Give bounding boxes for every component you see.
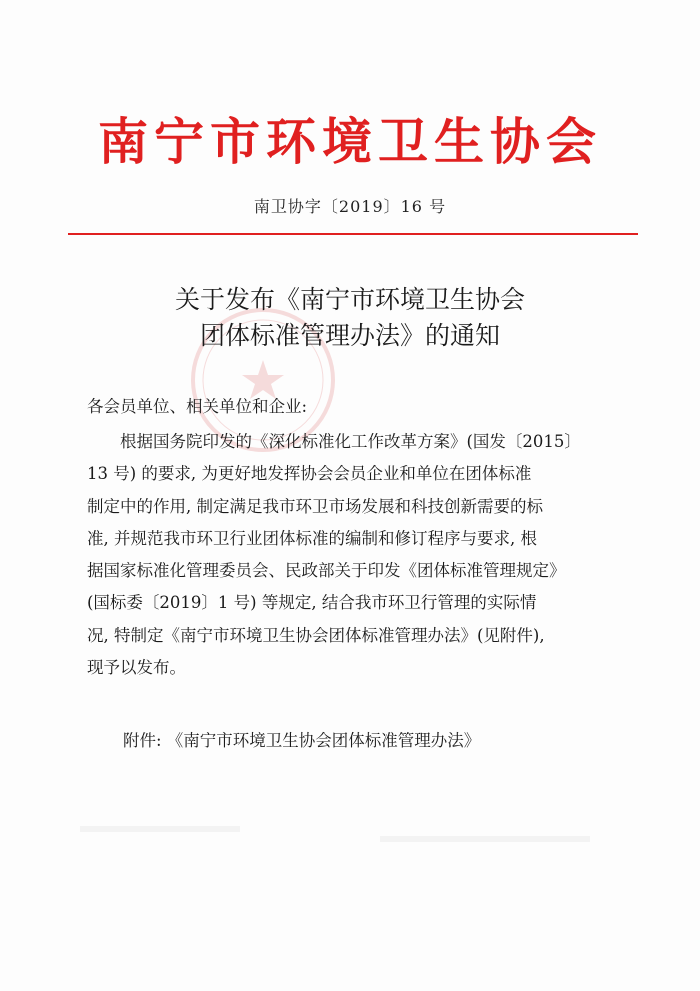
body-paragraph — [87, 426, 627, 684]
document-number: 南卫协字〔2019〕16 号 — [253, 197, 447, 216]
body-line: 现予以发布。 — [87, 658, 186, 678]
red-separator-line — [68, 233, 638, 235]
notice-title — [0, 282, 700, 354]
organization-title: 南宁市环境卫生协会 — [98, 112, 602, 171]
salutation: 各会员单位、相关单位和企业: — [87, 397, 308, 416]
body-line: 况, 特制定《南宁市环境卫生协会团体标准管理办法》(见附件), — [87, 625, 545, 645]
body-line: 13 号) 的要求, 为更好地发挥协会会员企业和单位在团体标准 — [87, 464, 532, 484]
body-line: 据国家标准化管理委员会、民政部关于印发《团体标准管理规定》 — [87, 561, 566, 581]
notice-title-line-1: 关于发布《南宁市环境卫生协会 — [174, 285, 525, 314]
body-line: 根据国务院印发的《深化标准化工作改革方案》(国发〔2015〕 — [120, 432, 581, 451]
attachment-reference: 附件: 《南宁市环境卫生协会团体标准管理办法》 — [123, 731, 481, 750]
body-line: 准, 并规范我市环卫行业团体标准的编制和修订程序与要求, 根 — [87, 528, 537, 548]
body-line: 制定中的作用, 制定满足我市环卫市场发展和科技创新需要的标 — [87, 496, 543, 516]
body-line: (国标委〔2019〕1 号) 等规定, 结合我市环卫行管理的实际情 — [87, 593, 537, 613]
bleed-through-mark — [80, 826, 240, 832]
bleed-through-mark — [380, 836, 590, 842]
notice-title-line-2: 团体标准管理办法》的通知 — [199, 321, 500, 350]
